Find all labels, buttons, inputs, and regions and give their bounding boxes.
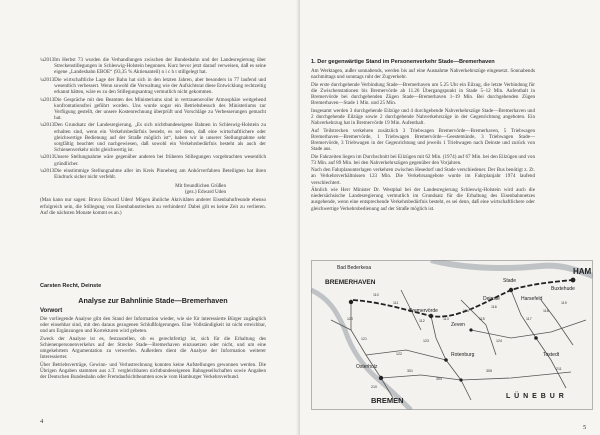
map-town-label: Harsefeld xyxy=(521,296,543,302)
map-town-label: Bad Bederkesa xyxy=(337,265,372,271)
route-number: 113 xyxy=(443,317,449,321)
vorwort-paragraph: Zweck der Analyse ist es, festzustellen, ob es gerechtfertigt ist, sich für die Erhaltung des Schienenpersonenverkehrs auf der Strecke Stade—Bremerhaven einzusetzen oder nicht, und um eine umgekehrtem Argumentation zu verwerfen. Außerdem dient die Analyse der Information weiterer Interessierter. xyxy=(40,335,266,361)
map-bremerhaven-label: BREMERHAVEN xyxy=(325,279,376,286)
map-town-label: Tostedt xyxy=(543,352,560,358)
map-town-label: Osterholz xyxy=(356,364,378,370)
vorwort-paragraph: Die vorliegende Analyse gibt den Stand der Information wieder, wie sie für interessierte Bürger zugänglich oder einsehbar sind, mit den daraus gezogenen Schlußfolgerungen. Eine Vollständigkeit ist nicht erreichbar, und am Ergänzungen und Korrekturen wird gebeten. xyxy=(40,316,266,335)
page-number-right: 5 xyxy=(583,424,587,431)
left-top-column xyxy=(40,57,266,217)
vorwort-column xyxy=(40,316,266,382)
route-number: 121 xyxy=(361,337,367,341)
vorwort-paragraph: Über Betriebsverträge, Gewinn- und Verlustrechnung konnten keine Aufstellungen gewonnen werden. Die Übrigen Angaben stammen aus z.T. vergleichbaren nichtbundeseigenen Bahngesellschaften sowie Angaben der Deutschen Bundesbahn oder Fremdaufsichtbeamten sowie vom Hamburger Verkehrsverbund. xyxy=(40,361,266,381)
route-number: 210 xyxy=(371,385,377,389)
route-number: 117 xyxy=(526,317,532,321)
route-number: 211 xyxy=(556,367,562,371)
signature: (gez.) Edward Uden xyxy=(184,189,226,196)
article-author: Carsten Recht, Deinste xyxy=(40,283,102,289)
bullet-item: \u2013 Die Gespräche mit den Beamten des Ministeriums sind in vertrauensvoller Atmosphäre weitgehend konfrontationsfrei geführt worden. Uns wurde sogar ein Betriebsbesuch des Ministeriums zur Verfügung gestellt, der unsere Kostenrechnung überprüft und Vorschläge zu Verbesserungen gemacht hat. xyxy=(40,96,266,121)
map-town-label: Bremervörde xyxy=(409,308,438,314)
page-number-left: 4 xyxy=(40,418,44,425)
map-town-label: Buxtehude xyxy=(551,286,575,292)
vorwort-heading: Vorwort xyxy=(40,308,63,314)
editor-note: (Man kann nur sagen: Bravo Edward Uden! Mögen ähnliche Aktivitäten anderer Eisenbahnfreunde ebenso erfolgreich sein, die Stillegung von Eisenbahnstrecken zu verhindern! Dabei gilt es keine Zeit zu verlieren. Auf die nächsten Monate kommt es an.) xyxy=(40,197,266,216)
map-luneburg-label: L Ü N E B U R xyxy=(506,393,565,400)
body-paragraph: Insgesamt werden 3 durchgehende Eilzüge und 4 durchgehende Nahverkehrszüge Stade—Bremerhaven und 2 durchgehende Eilzüge sowie 2 durchgehende Nahverkehrszüge in der Gegenrichtung angeboten. Ein Nahverkehrzug hat in Bremervörde 19 Min. Aufenthalt. xyxy=(311,107,535,126)
bullet-item: \u2013 Im Herbst 73 wurden die Verhandlungen zwischen der Bundesbahn und der Landesregierung über Streckenstillegungen in Schleswig-Holstein begonnen. Kurz bevor jetzt darauf verweisen, daß es seine eigene „Landesbahn EBOE“ (93,35 % Aktienanteil) n i c h t stillgelegt hat. xyxy=(40,57,266,76)
route-number: 123 xyxy=(423,339,429,343)
right-column xyxy=(311,68,535,213)
route-number: 122 xyxy=(396,352,402,356)
route-number: 111 xyxy=(393,301,399,305)
route-number: 301 xyxy=(407,369,413,373)
map-town-label: Stade xyxy=(503,278,517,284)
bullet-item: \u2013 Den Grundsatz der Landesregierung, „Es sich nichtbundeseigene Bahnen in Schleswig-Holstein zu erhalten sind, wenn ein Verkehrsbedürfnis besteht, es sei denn, daß eine wirtschaftlichere oder gleichwertige Bedienung auf der Straße möglich ist“, haben wir in unserer Stellungnahme sehr sorgfältig beachtet und nachgewiesen, daß sowohl ein Verkehrsbedürfnis besteht als auch der Schienenverkehr nicht gleichwertig ist. xyxy=(40,122,266,153)
bullet-item: \u2013 Die wirtschaftliche Lage der Bahn hat sich in den letzten Jahren, aber besonders in 77 laufend und wesentlich verbessert. Wenn sowohl die Verwaltung wie der Aufsichtsrat diese Entwicklung rechtzeitig erkannt hätten, wäre es zu den Stillegungsantrag vermutlich nicht gekommen. xyxy=(40,76,266,95)
map-town-label: Rotenburg xyxy=(451,352,475,358)
map-hamburg-label: HAM xyxy=(573,267,592,276)
bullet-text: Die Gespräche mit den Beamten des Ministeriums sind in vertrauensvoller Atmosphäre weitgehend konfrontationsfrei geführt worden. Uns wurde sogar ein Betriebsbesuch des Ministeriums zur Verfügung gestellt, der unsere Kostenrechnung überprüft und Vorschläge zu Verbesserungen gemacht hat. xyxy=(54,96,266,121)
route-number: 124 xyxy=(496,339,502,343)
map-bremen-label: BREMEN xyxy=(371,396,404,405)
bullet-text: Im Herbst 73 wurden die Verhandlungen zwischen der Bundesbahn und der Landesregierung über Streckenstillegungen in Schleswig-Holstein begonnen. Kurz bevor jetzt darauf verweisen, daß es seine eigene „Landesbahn EBOE“ (93,35 % Aktienanteil) n i c h t stillgelegt hat. xyxy=(54,57,266,76)
bullet-text: Unsere Stellungnahme wäre gegenüber anderen bei früheren Stillegungen vorgebrachten wesentlich gründlicher. xyxy=(54,154,266,167)
bullet-text: Die einstimmige Stellungnahme aller im Kreis Pinneberg am Anhörverfahren Beteiligten hat ihren Eindruck sicher nicht verfehlt. xyxy=(54,168,266,181)
map-town-label: Zeven xyxy=(451,322,465,328)
body-paragraph: Am Werktagen, außer sonnabends, werden bis auf eine Ausnahme Nahverkehrszüge eingesetzt. Sonnabends nachmittags und sonntags ruht der Zugverkehr. xyxy=(311,68,535,81)
map-town-label: Deinste xyxy=(483,296,500,302)
route-number: 110 xyxy=(373,293,379,297)
bullet-item: \u2013 Unsere Stellungnahme wäre gegenüber anderen bei früheren Stillegungen vorgebrachten wesentlich gründlicher. xyxy=(40,154,266,167)
body-paragraph: Nach den Fahrplanunterlagen verkehren zwischen Hesedorf und Stade verschiedener. Der Bus benötigt z. Zt. an Verkehrsverhältnissen 123 Min. Die Verkehrsangebote wurde im Fahrplanjahr 1974 laufend verschlechtert. xyxy=(311,167,535,186)
body-paragraph: Ähnlich wie Herr Minister Dr. Westphal bei der Landesregierung Schleswig-Holstein wird auch die niedersächsische Landesregierung vermutlich im Grundsatz für die Erhaltung des Eisenbahnnetzes ausgehende, wenn eine entsprechende Verkehrsbedürfnis besteht, es sei denn, daß eine wirtschaftlichere oder gleichwertige Verkehrsbedienung auf der Straße möglich ist. xyxy=(311,187,535,212)
route-number: 118 xyxy=(543,309,549,313)
article-title: Analyse zur Bahnlinie Stade—Bremerhaven xyxy=(78,296,228,305)
route-map xyxy=(311,260,593,410)
route-number: 115 xyxy=(479,317,485,321)
body-paragraph: Die Fahrzeiten liegen im Durchschnitt bei Eilzügen mit 62 Min. (1974) auf 67 Min. bei den Eilzügen und von 73 Min. auf 89 Min. bei den Nahverkehrszügen gegenüber den Vorjahren. xyxy=(311,153,535,166)
route-number: 116 xyxy=(491,305,497,309)
route-number: 119 xyxy=(561,301,567,305)
route-number: 112 xyxy=(419,319,425,323)
bullet-item: \u2013 Die einstimmige Stellungnahme aller im Kreis Pinneberg am Anhörverfahren Beteiligten hat ihren Eindruck sicher nicht verfehlt. xyxy=(40,168,266,181)
bullet-text: Den Grundsatz der Landesregierung, „Es sich nichtbundeseigene Bahnen in Schleswig-Holstein zu erhalten sind, wenn ein Verkehrsbedürfnis besteht, es sei denn, daß eine wirtschaftlichere oder gleichwertige Bedienung auf der Straße möglich ist“, haben wir in unserer Stellungnahme sehr sorgfältig beachtet und nachgewiesen, daß sowohl ein Verkehrsbedürfnis besteht als auch der Schienenverkehr nicht gleichwertig ist. xyxy=(54,122,266,153)
route-number: 304 xyxy=(436,377,442,381)
greeting: Mit freundlichen Grüßen xyxy=(175,183,226,190)
route-number: 305 xyxy=(486,369,492,373)
route-number: 114 xyxy=(463,309,469,313)
section-heading: 1. Der gegenwärtige Stand im Personenverkehr Stade—Bremerhaven xyxy=(311,59,495,65)
body-paragraph: Auf Teilstrecken verkehren zusätzlich 3 Triebwagen Bremervörde—Bremerhaven, 5 Triebwagen Bremerhaven—Bremervörde, 1 Triebwagen Bremervörde—Geestemünde, 3 Triebwagen Stade—Bremervörde, 3 Triebwagen in der Gegenrichtung und jeweils 1 Triebwagen nach Deinste und zurück von Stade aus. xyxy=(311,127,535,152)
body-paragraph: Die erste durchgehende Verbindung Stade—Bremerhaven um 5.25 Uhr ein Eilzug, die letzte Verbindung für die Zwischenstationen bis Bremervörde ab 11.26 Übergangspunkt in Stade 5–12 Min. Aufenthalt in Bremervörde bei durchgehenden Zügen Stade—Bremerhaven 1–19 Min. Bei durchgehenden Zügen Bremerhaven—Stade 1 Min. und 25 Min. xyxy=(311,81,535,107)
bullet-text: Die wirtschaftliche Lage der Bahn hat sich in den letzten Jahren, aber besonders in 77 laufend und wesentlich verbessert. Wenn sowohl die Verwaltung wie der Aufsichtsrat diese Entwicklung rechtzeitig erkannt hätten, wäre es zu den Stillegungsantrag vermutlich nicht gekommen. xyxy=(54,76,266,95)
route-number: 120 xyxy=(347,317,353,321)
